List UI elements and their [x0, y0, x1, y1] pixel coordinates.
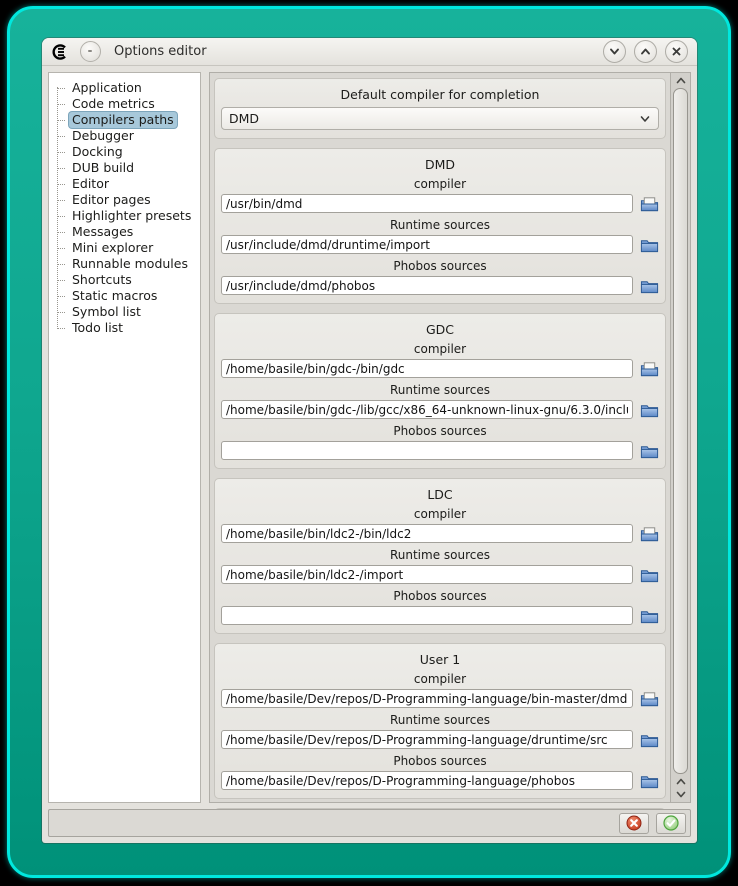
compiler-label: compiler: [413, 507, 467, 521]
open-file-icon: [640, 196, 659, 212]
group-ldc: [214, 478, 666, 634]
sidebar-item-code-metrics[interactable]: Code metrics: [56, 96, 198, 112]
accept-button[interactable]: [656, 813, 686, 834]
user1-phobos-browse-button[interactable]: [639, 772, 659, 789]
content-area: [42, 66, 697, 809]
app-logo-icon: [51, 43, 69, 61]
ldc-runtime-browse-button[interactable]: [639, 566, 659, 583]
folder-icon: [640, 402, 659, 418]
phobos-sources-label: Phobos sources: [393, 259, 487, 273]
titlebar[interactable]: [42, 38, 697, 66]
folder-icon: [640, 443, 659, 459]
gdc-phobos-input[interactable]: [221, 441, 633, 460]
dmd-runtime-input[interactable]: [221, 235, 633, 254]
window-title: Options editor: [114, 44, 207, 59]
cancel-button[interactable]: [619, 813, 649, 834]
folder-icon: [640, 567, 659, 583]
maximize-button[interactable]: [634, 40, 657, 63]
ldc-phobos-input[interactable]: [221, 606, 633, 625]
categories-sidebar: [48, 72, 201, 803]
chevron-down-icon: [639, 113, 651, 125]
group-dmd: [214, 148, 666, 304]
sidebar-item-mini-explorer[interactable]: Mini explorer: [56, 240, 198, 256]
sidebar-item-shortcuts[interactable]: Shortcuts: [56, 272, 198, 288]
dmd-compiler-input[interactable]: [221, 194, 633, 213]
chevron-up-icon: [676, 76, 686, 85]
cancel-circle-x-icon: [626, 815, 642, 831]
options-editor-window: [42, 38, 697, 843]
user1-phobos-input[interactable]: [221, 771, 633, 790]
sidebar-item-editor[interactable]: Editor: [56, 176, 198, 192]
vertical-scrollbar[interactable]: [670, 73, 690, 802]
group-user1: [214, 643, 666, 799]
group-gdc: [214, 313, 666, 469]
runtime-sources-label: Runtime sources: [389, 218, 491, 232]
gdc-runtime-input[interactable]: [221, 400, 633, 419]
group-title: LDC: [427, 487, 453, 502]
phobos-sources-label: Phobos sources: [393, 589, 487, 603]
minimize-button[interactable]: [603, 40, 626, 63]
ldc-compiler-browse-button[interactable]: [639, 525, 659, 542]
group-title: GDC: [425, 322, 455, 337]
ldc-phobos-browse-button[interactable]: [639, 607, 659, 624]
gdc-runtime-browse-button[interactable]: [639, 401, 659, 418]
sidebar-item-messages[interactable]: Messages: [56, 224, 198, 240]
combo-value: DMD: [229, 111, 260, 126]
default-compiler-select[interactable]: [221, 107, 659, 130]
runtime-sources-label: Runtime sources: [389, 713, 491, 727]
phobos-sources-label: Phobos sources: [393, 754, 487, 768]
dialog-footer: [48, 809, 691, 837]
dmd-phobos-input[interactable]: [221, 276, 633, 295]
gdc-compiler-browse-button[interactable]: [639, 360, 659, 377]
group-title: Default compiler for completion: [340, 87, 540, 102]
sidebar-item-runnable-modules[interactable]: Runnable modules: [56, 256, 198, 272]
gdc-phobos-browse-button[interactable]: [639, 442, 659, 459]
compiler-label: compiler: [413, 177, 467, 191]
compilers-paths-panel: [209, 72, 691, 803]
chevron-down-icon: [609, 46, 620, 57]
sidebar-item-docking[interactable]: Docking: [56, 144, 198, 160]
compiler-groups: [210, 73, 670, 802]
dmd-compiler-browse-button[interactable]: [639, 195, 659, 212]
open-file-icon: [640, 361, 659, 377]
window-menu-button[interactable]: [80, 41, 101, 62]
runtime-sources-label: Runtime sources: [389, 548, 491, 562]
sidebar-item-dub-build[interactable]: DUB build: [56, 160, 198, 176]
sidebar-item-editor-pages[interactable]: Editor pages: [56, 192, 198, 208]
dmd-runtime-browse-button[interactable]: [639, 236, 659, 253]
categories-tree: [56, 80, 198, 336]
folder-icon: [640, 732, 659, 748]
user1-runtime-input[interactable]: [221, 730, 633, 749]
runtime-sources-label: Runtime sources: [389, 383, 491, 397]
chevron-down-icon: [676, 790, 686, 799]
group-title: DMD: [424, 157, 456, 172]
chevron-up-icon: [640, 46, 651, 57]
sidebar-item-compilers-paths[interactable]: Compilers paths: [56, 112, 198, 128]
folder-icon: [640, 278, 659, 294]
open-file-icon: [640, 691, 659, 707]
user1-runtime-browse-button[interactable]: [639, 731, 659, 748]
sidebar-item-debugger[interactable]: Debugger: [56, 128, 198, 144]
user1-compiler-browse-button[interactable]: [639, 690, 659, 707]
sidebar-item-todo-list[interactable]: Todo list: [56, 320, 198, 336]
sidebar-item-static-macros[interactable]: Static macros: [56, 288, 198, 304]
dmd-phobos-browse-button[interactable]: [639, 277, 659, 294]
chevron-up-icon: [676, 777, 686, 786]
group-default-compiler: [214, 78, 666, 139]
folder-icon: [640, 608, 659, 624]
scroll-down-button[interactable]: [673, 788, 688, 801]
scrollbar-thumb[interactable]: [673, 88, 688, 774]
close-button[interactable]: [665, 40, 688, 63]
ldc-compiler-input[interactable]: [221, 524, 633, 543]
scroll-up-button-bottom[interactable]: [673, 775, 688, 788]
folder-icon: [640, 773, 659, 789]
sidebar-item-highlighter-presets[interactable]: Highlighter presets: [56, 208, 198, 224]
gdc-compiler-input[interactable]: [221, 359, 633, 378]
scroll-up-button[interactable]: [673, 74, 688, 87]
ldc-runtime-input[interactable]: [221, 565, 633, 584]
folder-icon: [640, 237, 659, 253]
sidebar-item-symbol-list[interactable]: Symbol list: [56, 304, 198, 320]
compiler-label: compiler: [413, 672, 467, 686]
accept-circle-check-icon: [663, 815, 679, 831]
close-icon: [671, 46, 682, 57]
group-title: User 1: [419, 652, 461, 667]
sidebar-item-application[interactable]: Application: [56, 80, 198, 96]
open-file-icon: [640, 526, 659, 542]
phobos-sources-label: Phobos sources: [393, 424, 487, 438]
compiler-label: compiler: [413, 342, 467, 356]
user1-compiler-input[interactable]: [221, 689, 633, 708]
